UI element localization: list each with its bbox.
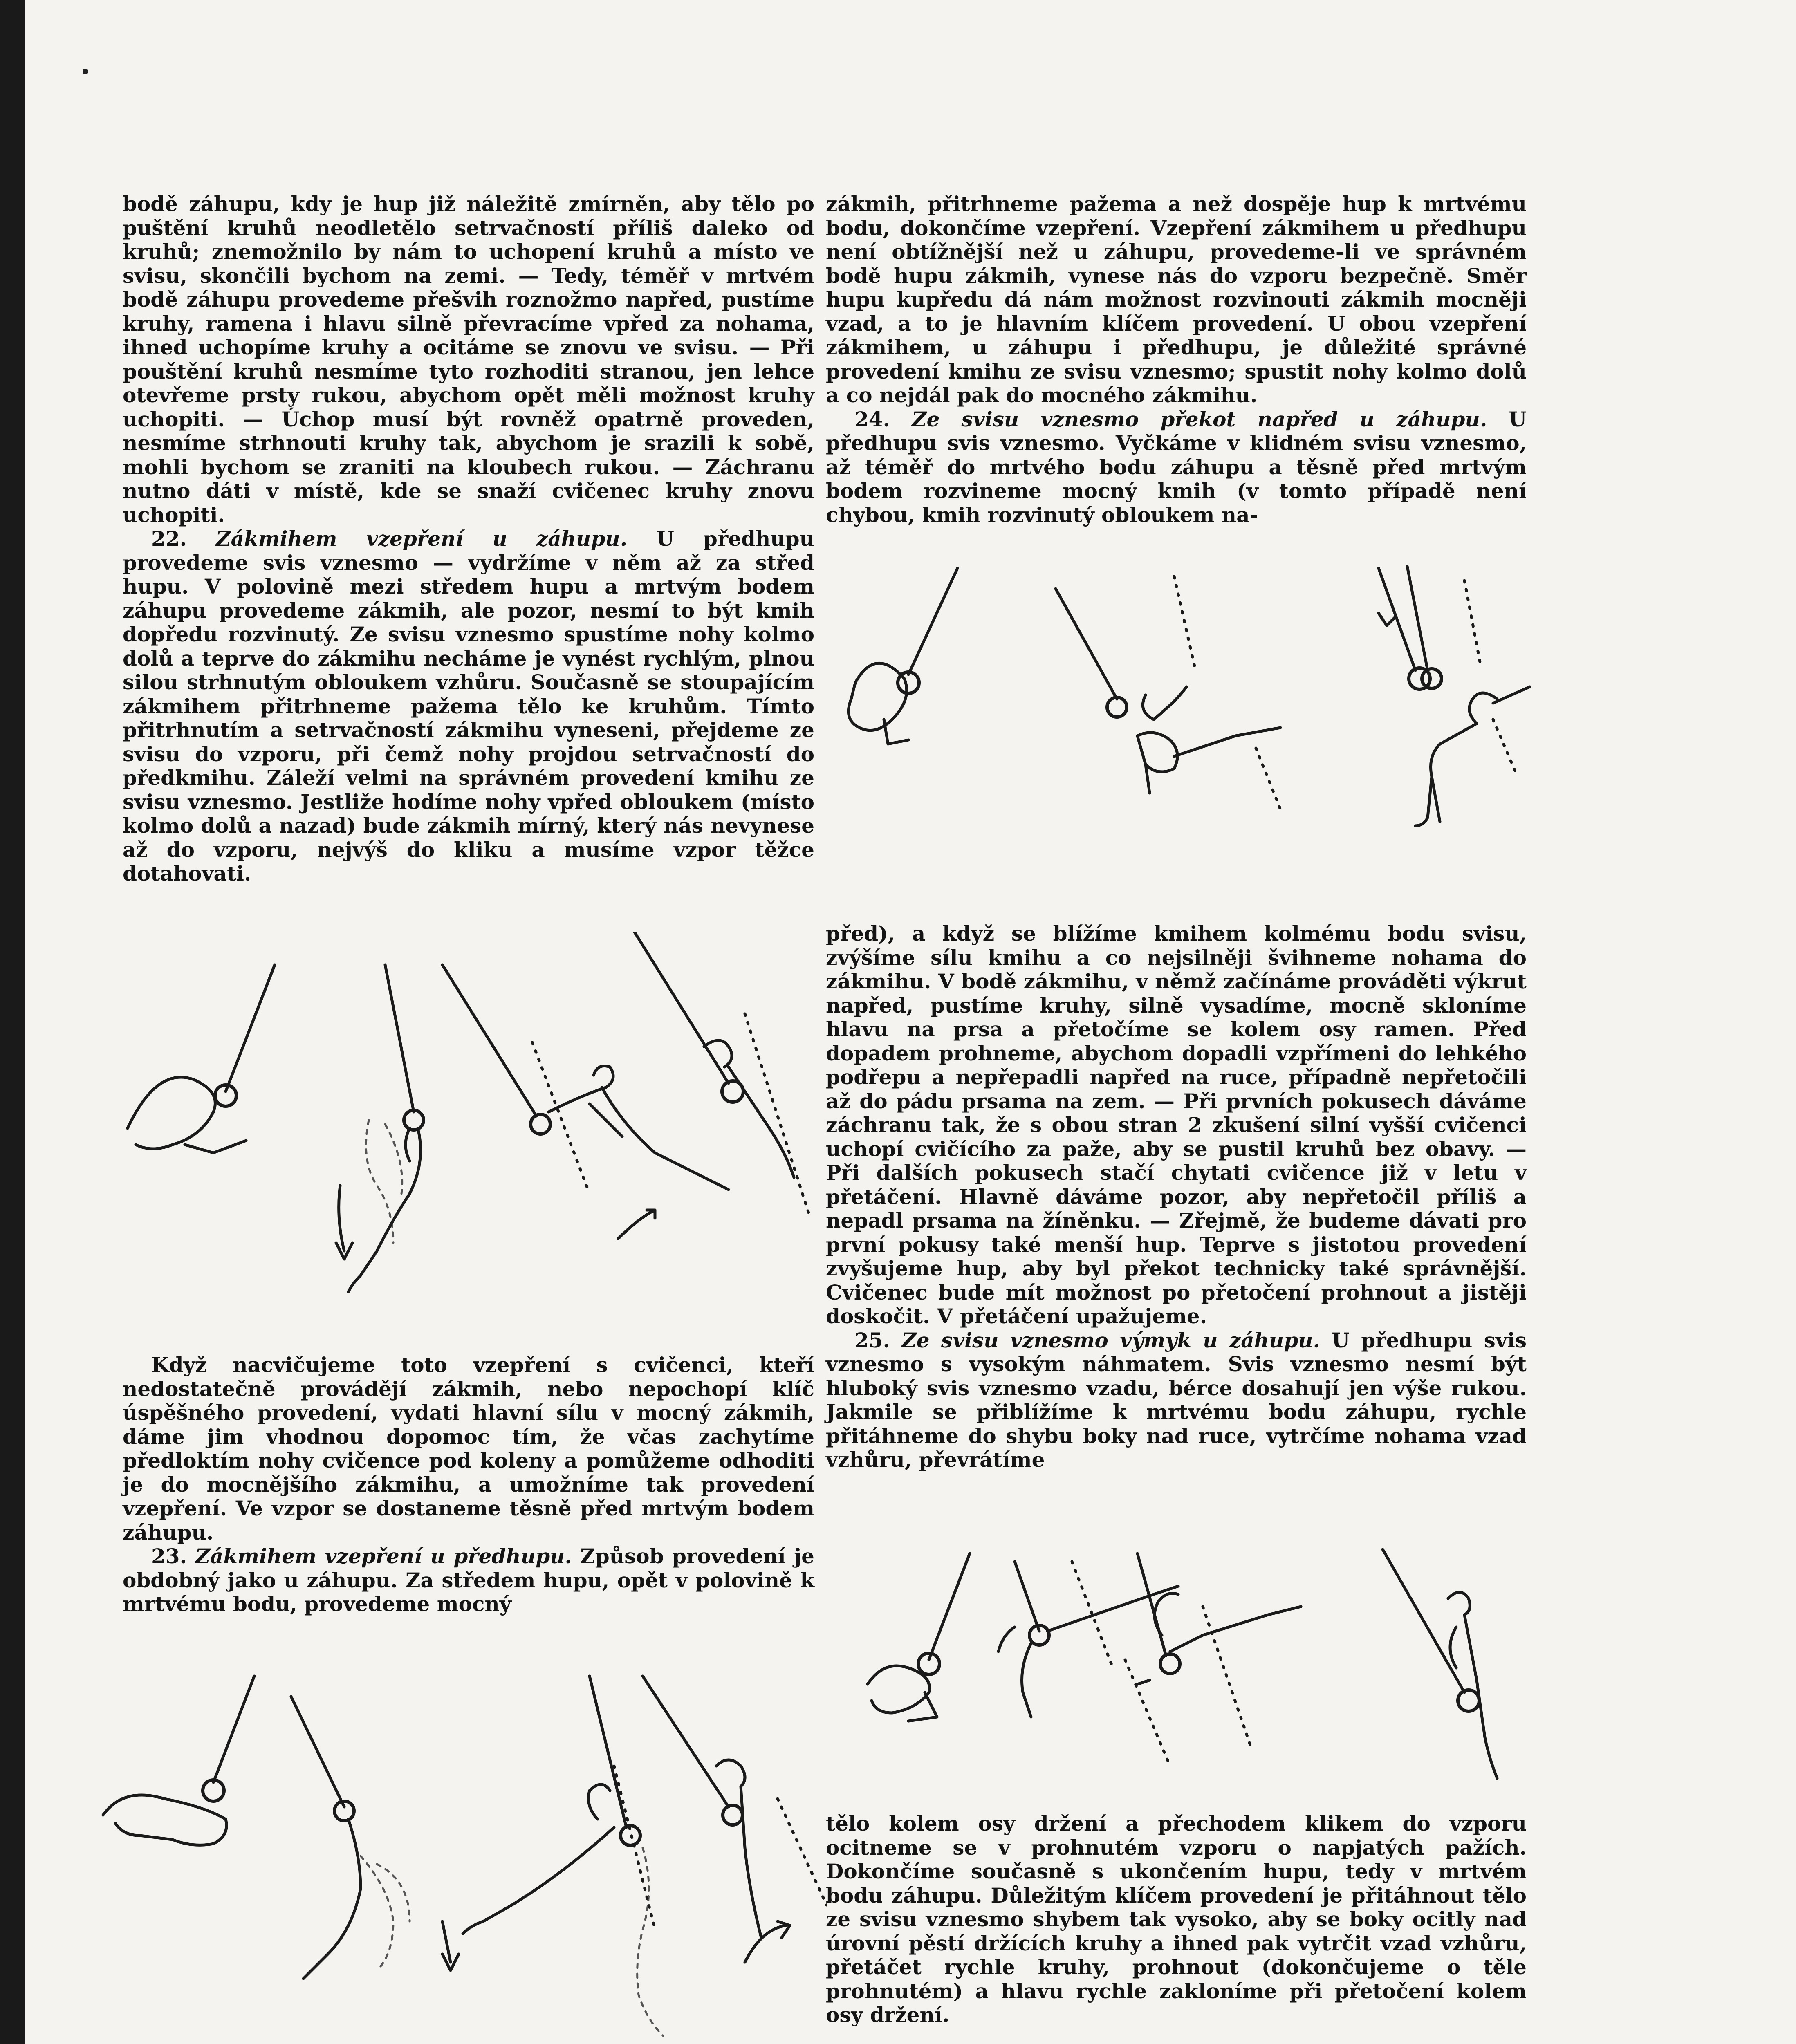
section-number: 23. bbox=[151, 1544, 187, 1568]
section-text: U předhupu svis vznesmo s vysokým náhmatem. Svis vznesmo nesmí být hluboký svis vznesmo vzadu, bérce dosahují jen výše rukou. Jakmile se přiblížíme k mrtvému bodu záhupu, rychle přitáhneme do shybu boky nad ruce, vytrčíme nohama vzad vzhůru, převrátíme bbox=[826, 1328, 1527, 1472]
figure-drawing bbox=[827, 564, 1534, 830]
left-column-mid bbox=[123, 1353, 814, 1616]
paragraph-assist: Když nacvičujeme toto vzepření s cvičenci, kteří nedostatečně provádějí zákmih, nebo nepochopí klíč úspěšného provedení, vydati hlavní sílu v mocný zákmih, dáme jim vhodnou dopomoc tím, že včas zachytíme předloktím nohy cvičence pod koleny a pomůžeme odhoditi je do mocnějšího zákmihu, a umožníme tak provedení vzepření. Ve vzpor se dostaneme těsně před mrtvým bodem záhupu. bbox=[123, 1353, 814, 1544]
scan-speck bbox=[83, 69, 88, 74]
paragraph-continuation: před), a když se blížíme kmihem kolmému bodu svisu, zvýšíme sílu kmihu a co nejsilněji švihneme nohama do zákmihu. V bodě zákmihu, v němž začínáme prováděti výkrut napřed, pustíme kruhy, silně vysadíme, mocně skloníme hlavu na prsa a přetočíme se kolem osy ramen. Před dopadem prohneme, abychom dopadli vzpřímeni do lehkého podřepu a nepřepadli napřed na ruce, případně nepřetočili až do pádu prsama na zem. — Při prvních pokusech dáváme záchranu tak, že s obou stran 2 zkušení silní vyšší cvičenci uchopí cvičícího za paže, aby se pustil kruhů bez obavy. — Při dalších pokusech stačí chytati cvičence již v letu v přetáčení. Hlavně dáváme pozor, aby nepřetočil příliš a nepadl prsama na žíněnku. — Zřejmě, že budeme dávati pro první pokusy také menší hup. Teprve s jistotou provedení zvyšujeme hup, aby byl překot technicky také správnější. Cvičenec bude mít možnost po přetočení prohnout a jistěji doskočit. V přetáčení upažujeme. bbox=[826, 921, 1527, 1328]
section-title: Zákmihem vzepření u záhupu. bbox=[216, 527, 628, 551]
section-22 bbox=[123, 527, 814, 886]
section-number: 25. bbox=[854, 1328, 890, 1352]
section-text: Způsob provedení je obdobný jako u záhupu. Za středem hupu, opět v polovině k mrtvému bodu, provedeme mocný bbox=[123, 1544, 814, 1616]
section-text: U předhupu svis vznesmo. Vyčkáme v klidném svisu vznesmo, až téměř do mrtvého bodu záhupu a těsně před mrtvým bodem rozvineme mocný kmih (v tomto případě není chybou, kmih rozvinutý obloukem na- bbox=[826, 407, 1527, 527]
section-24 bbox=[826, 408, 1527, 527]
section-25 bbox=[826, 1329, 1527, 1472]
section-number: 24. bbox=[854, 407, 890, 431]
section-text: U předhupu provedeme svis vznesmo — vydržíme v něm až za střed hupu. V polovině mezi středem hupu a mrtvým bodem záhupu provedeme zákmih, ale pozor, nesmí to být kmih dopředu rozvinutý. Ze svisu vznesmo spustíme nohy kolmo dolů a teprve do zákmihu necháme je vynést rychlým, plnou silou strhnutým obloukem vzhůru. Současně se stoupajícím zákmihem přitrhneme pažema tělo ke kruhům. Tímto přitrhnutím a setrvačností zákmihu vyneseni, přejdeme ze svisu do vzporu, při čemž nohy projdou setrvačností do předkmihu. Záleží velmi na správném provedení kmihu ze svisu vznesmo. Jestliže hodíme nohy vpřed obloukem (místo kolmo dolů a nazad) bude zákmih mírný, který nás nevynese až do vzporu, nejvýš do kliku a musíme vzpor těžce dotahovati. bbox=[123, 527, 814, 885]
figure-drawing bbox=[91, 1643, 827, 2044]
figure-drawing bbox=[827, 1545, 1546, 1791]
left-column-top bbox=[123, 192, 814, 886]
figure-swing-upstart-backswing bbox=[91, 932, 810, 1341]
section-title: Ze svisu vznesmo překot napřed u záhupu. bbox=[912, 407, 1487, 431]
section-title: Zákmihem vzepření u předhupu. bbox=[195, 1544, 572, 1568]
right-column-mid bbox=[826, 922, 1527, 1472]
figure-upstart-backswing bbox=[827, 1545, 1546, 1791]
figure-drawing bbox=[91, 932, 810, 1341]
right-column-bottom bbox=[826, 1812, 1527, 2027]
paragraph-continuation: bodě záhupu, kdy je hup již náležitě zmírněn, aby tělo po puštění kruhů neodletělo setrvačností příliš daleko od kruhů; znemožnilo by nám to uchopení kruhů a místo ve svisu, skončili bychom na zemi. — Tedy, téměř v mrtvém bodě záhupu provedeme přešvih roznožmo napřed, pustíme kruhy, ramena i hlavu silně převracíme vpřed za nohama, ihned uchopíme kruhy a ocitáme se znovu ve svisu. — Při pouštění kruhů nesmíme tyto rozhoditi stranou, jen lehce otevřeme prsty rukou, abychom opět měli možnost kruhy uchopiti. — Úchop musí být rovněž opatrně proveden, nesmíme strhnouti kruhy tak, abychom je srazili k sobě, mohli bychom se zraniti na kloubech rukou. — Záchranu nutno dáti v místě, kde se snaží cvičenec kruhy znovu uchopiti. bbox=[123, 192, 814, 527]
paragraph-continuation: tělo kolem osy držení a přechodem klikem do vzporu ocitneme se v prohnutém vzporu o napjatých pažích. Dokončíme současně s ukončením hupu, tedy v mrtvém bodu záhupu. Důležitým klíčem provedení je přitáhnout tělo ze svisu vznesmo shybem tak vysoko, aby se boky ocitly nad úrovní pěstí držících kruhy a ihned pak vytrčit vzad vzhůru, přetáčet rychle kruhy, prohnout (dokončujeme o těle prohnutém) a hlavu rychle zakloníme při přetočení kolem osy držení. bbox=[826, 1811, 1527, 2027]
book-page bbox=[25, 0, 1796, 2044]
right-column-top bbox=[826, 192, 1527, 527]
section-title: Ze svisu vznesmo výmyk u záhupu. bbox=[901, 1328, 1321, 1352]
section-number: 22. bbox=[151, 527, 187, 551]
section-23 bbox=[123, 1544, 814, 1616]
figure-somersault-forward bbox=[827, 564, 1534, 830]
paragraph-continuation: zákmih, přitrhneme pažema a než dospěje hup k mrtvému bodu, dokončíme vzepření. Vzepření zákmihem u předhupu není obtížnější než u záhupu, provedeme-li ve správném bodě hupu zákmih, vynese nás do vzporu bezpečně. Směr hupu kupředu dá nám možnost rozvinouti zákmih mocněji vzad, a to je hlavním klíčem provedení. U obou vzepření zákmihem, u záhupu i předhupu, je důležité správné provedení kmihu ze svisu vznesmo; spustit nohy kolmo dolů a co nejdál pak do mocného zákmihu. bbox=[826, 192, 1527, 407]
figure-swing-upstart-frontswing bbox=[91, 1643, 827, 2044]
